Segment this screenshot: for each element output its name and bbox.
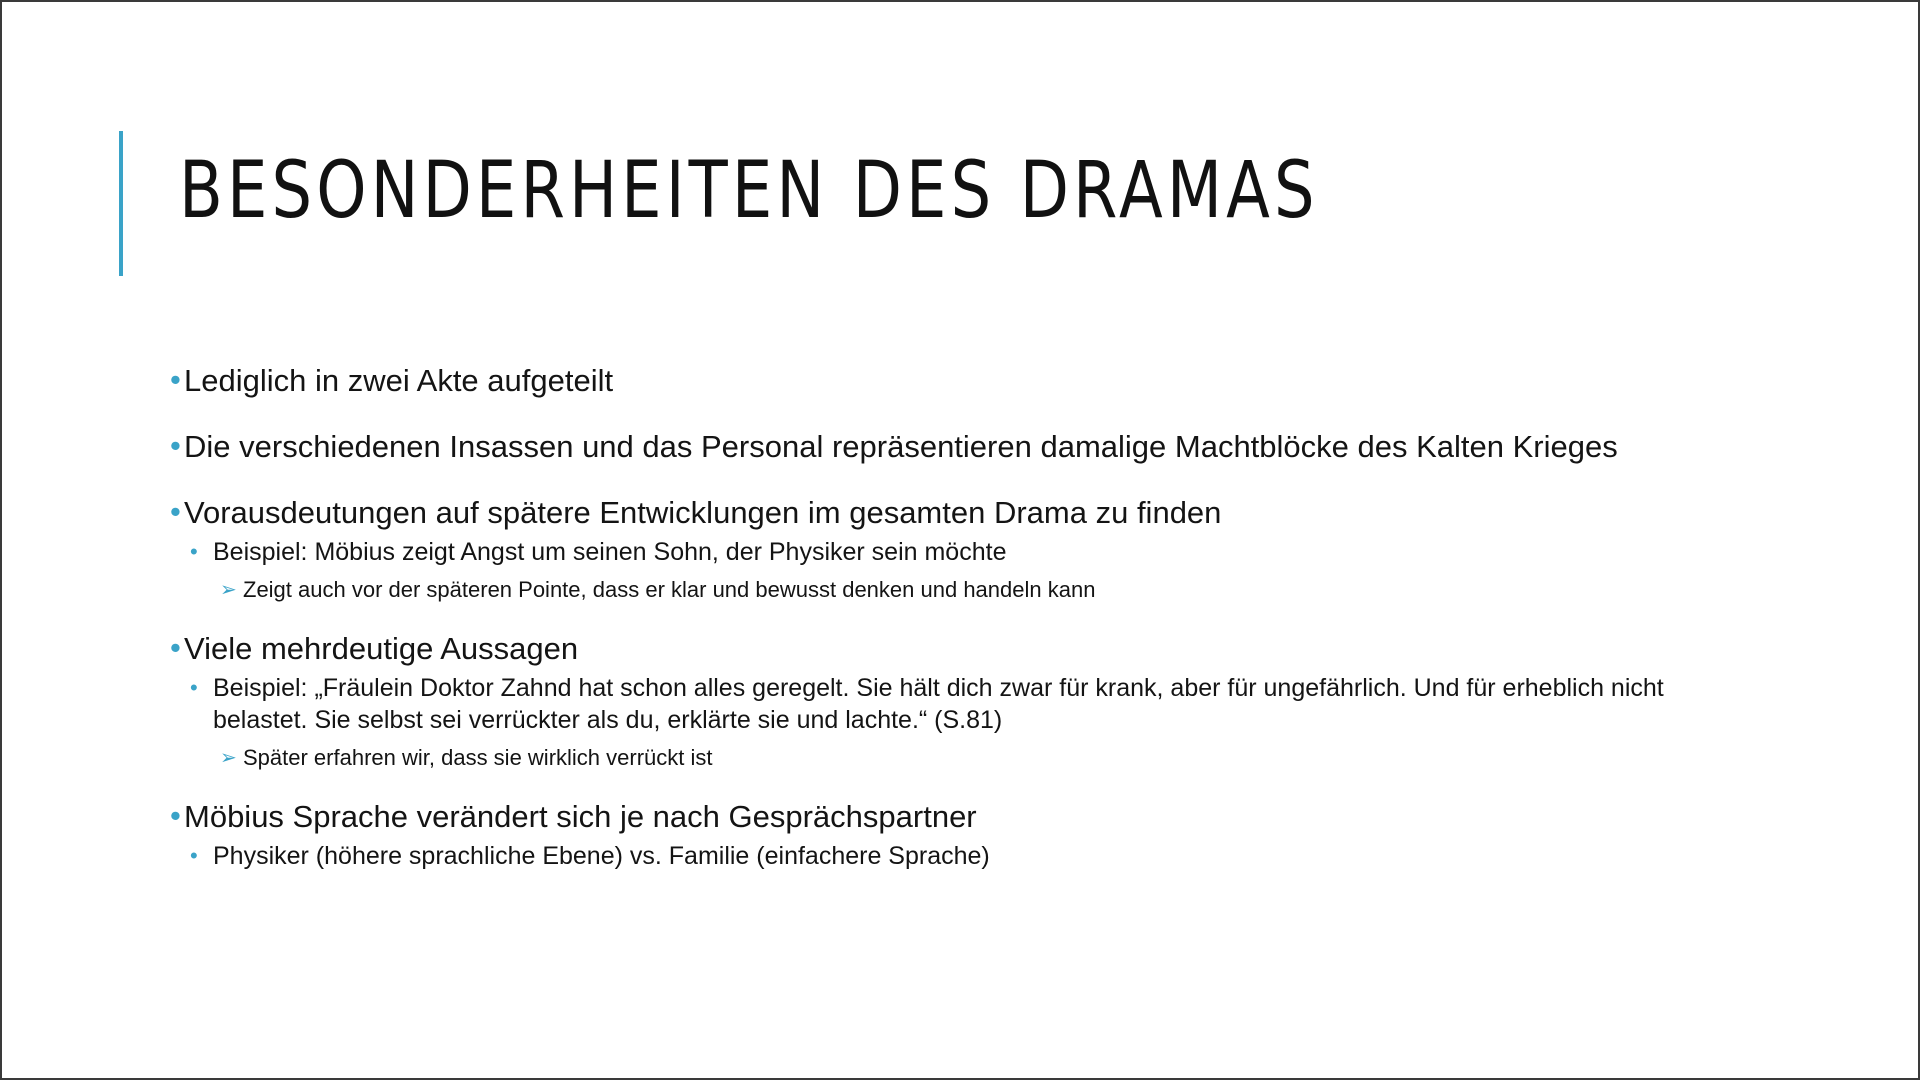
- slide-title: BESONDERHEITEN DES DRAMAS: [179, 146, 1319, 236]
- sub-sub-list-item-text: Zeigt auch vor der späteren Pointe, dass er klar und bewusst denken und handeln kann: [243, 577, 1096, 602]
- list-item: [170, 428, 1710, 466]
- sub-list-item-text: Beispiel: Möbius zeigt Angst um seinen Sohn, der Physiker sein möchte: [213, 538, 1007, 566]
- list-item-text: Möbius Sprache verändert sich je nach Gesprächspartner: [184, 799, 977, 834]
- sub-list-item-text: Beispiel: „Fräulein Doktor Zahnd hat schon alles geregelt. Sie hält dich zwar für krank, aber für ungefährlich. Und für erheblich nicht belastet. Sie selbst sei verrückter als du, erklärte sie und lachte.“ (S.81): [213, 674, 1664, 734]
- sub-list-item: [190, 536, 1710, 568]
- sub-sub-list-item: [220, 744, 1710, 772]
- list-item: [170, 494, 1710, 532]
- bullet-icon: •: [190, 843, 198, 868]
- bullet-icon: •: [190, 675, 198, 700]
- list-item: [170, 362, 1710, 400]
- sub-list-item: [190, 672, 1710, 736]
- arrow-bullet-icon: ➢: [220, 747, 237, 769]
- bullet-icon: •: [170, 362, 181, 397]
- bullet-icon: •: [170, 630, 181, 665]
- list-item: [170, 798, 1710, 836]
- bullet-icon: •: [170, 428, 181, 463]
- bullet-icon: •: [170, 798, 181, 833]
- list-item-text: Lediglich in zwei Akte aufgeteilt: [184, 363, 614, 398]
- sub-list-item: [190, 840, 1710, 872]
- list-item-text: Die verschiedenen Insassen und das Personal repräsentieren damalige Machtblöcke des Kalten Krieges: [184, 429, 1618, 464]
- bullet-icon: •: [190, 539, 198, 564]
- bullet-list: [170, 362, 1710, 872]
- list-item-text: Vorausdeutungen auf spätere Entwicklungen im gesamten Drama zu finden: [184, 495, 1222, 530]
- sub-sub-list-item: [220, 576, 1710, 604]
- sub-list-item-text: Physiker (höhere sprachliche Ebene) vs. Familie (einfachere Sprache): [213, 842, 990, 870]
- bullet-icon: •: [170, 494, 181, 529]
- title-accent-bar: [119, 131, 123, 276]
- list-item-text: Viele mehrdeutige Aussagen: [184, 631, 579, 666]
- list-item: [170, 630, 1710, 668]
- arrow-bullet-icon: ➢: [220, 579, 237, 601]
- sub-sub-list-item-text: Später erfahren wir, dass sie wirklich verrückt ist: [243, 745, 713, 770]
